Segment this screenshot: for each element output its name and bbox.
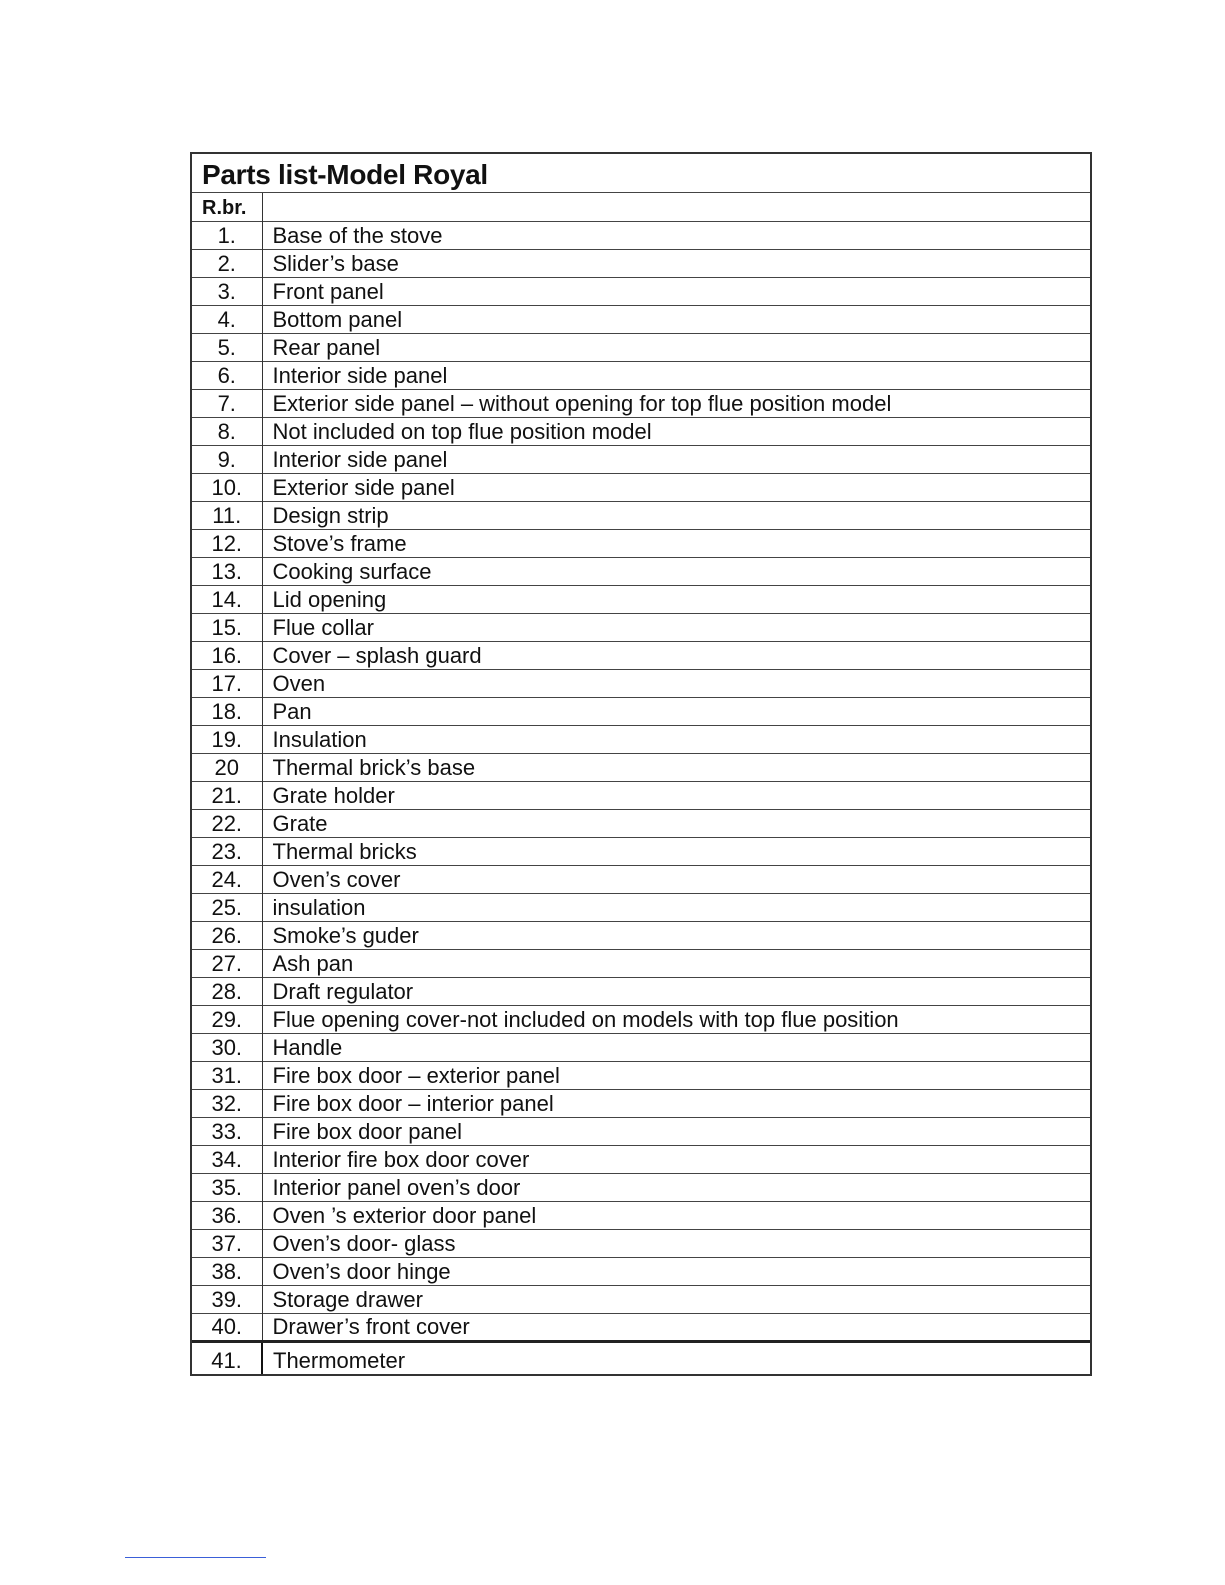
number-column-header: R.br. — [192, 193, 262, 221]
part-name: Base of the stove — [262, 221, 1090, 249]
part-number: 3. — [192, 277, 262, 305]
part-name: Flue collar — [262, 613, 1090, 641]
part-number: 11. — [192, 501, 262, 529]
part-number: 4. — [192, 305, 262, 333]
table-row — [192, 417, 1090, 445]
part-number: 40. — [192, 1313, 262, 1341]
part-number: 6. — [192, 361, 262, 389]
part-name: Thermal brick’s base — [262, 753, 1090, 781]
part-number: 24. — [192, 865, 262, 893]
part-name: Stove’s frame — [262, 529, 1090, 557]
part-number: 15. — [192, 613, 262, 641]
parts-list-sheet — [190, 152, 1092, 1376]
part-number: 26. — [192, 921, 262, 949]
table-row — [192, 277, 1090, 305]
table-row — [192, 1005, 1090, 1033]
part-name: Thermometer — [262, 1341, 1090, 1374]
part-number: 27. — [192, 949, 262, 977]
table-row — [192, 333, 1090, 361]
table-row — [192, 949, 1090, 977]
table-row — [192, 837, 1090, 865]
table-row — [192, 361, 1090, 389]
table-row — [192, 501, 1090, 529]
table-row — [192, 1341, 1090, 1374]
part-number: 5. — [192, 333, 262, 361]
part-name: Fire box door panel — [262, 1117, 1090, 1145]
part-name: Ash pan — [262, 949, 1090, 977]
part-name: Fire box door – interior panel — [262, 1089, 1090, 1117]
table-row — [192, 1033, 1090, 1061]
table-row — [192, 473, 1090, 501]
title-row — [192, 154, 1090, 193]
part-name: Interior side panel — [262, 445, 1090, 473]
part-name: Interior panel oven’s door — [262, 1173, 1090, 1201]
footer-rule — [125, 1557, 266, 1558]
part-name: Storage drawer — [262, 1285, 1090, 1313]
part-number: 13. — [192, 557, 262, 585]
part-name: Slider’s base — [262, 249, 1090, 277]
part-name: Oven’s cover — [262, 865, 1090, 893]
table-row — [192, 1145, 1090, 1173]
table-row — [192, 753, 1090, 781]
part-name: Thermal bricks — [262, 837, 1090, 865]
table-row — [192, 669, 1090, 697]
part-name: Exterior side panel — [262, 473, 1090, 501]
part-number: 21. — [192, 781, 262, 809]
part-number: 29. — [192, 1005, 262, 1033]
table-row — [192, 865, 1090, 893]
part-number: 19. — [192, 725, 262, 753]
part-name: Handle — [262, 1033, 1090, 1061]
part-name: Grate holder — [262, 781, 1090, 809]
parts-table — [192, 193, 1090, 1374]
part-number: 36. — [192, 1201, 262, 1229]
table-row — [192, 641, 1090, 669]
table-row — [192, 613, 1090, 641]
table-row — [192, 1257, 1090, 1285]
part-name: Rear panel — [262, 333, 1090, 361]
table-row — [192, 305, 1090, 333]
part-name: insulation — [262, 893, 1090, 921]
table-row — [192, 1089, 1090, 1117]
part-name: Cooking surface — [262, 557, 1090, 585]
part-name: Design strip — [262, 501, 1090, 529]
table-row — [192, 977, 1090, 1005]
table-row — [192, 221, 1090, 249]
part-name: Smoke’s guder — [262, 921, 1090, 949]
part-name: Cover – splash guard — [262, 641, 1090, 669]
part-number: 7. — [192, 389, 262, 417]
part-number: 38. — [192, 1257, 262, 1285]
part-number: 33. — [192, 1117, 262, 1145]
part-number: 37. — [192, 1229, 262, 1257]
part-number: 14. — [192, 585, 262, 613]
table-row — [192, 809, 1090, 837]
table-row — [192, 1117, 1090, 1145]
part-name: Draft regulator — [262, 977, 1090, 1005]
table-row — [192, 1313, 1090, 1341]
part-name: Flue opening cover-not included on models with top flue position — [262, 1005, 1090, 1033]
page-title: Parts list-Model Royal — [202, 159, 488, 190]
table-row — [192, 249, 1090, 277]
part-name: Interior side panel — [262, 361, 1090, 389]
part-name: Front panel — [262, 277, 1090, 305]
table-row — [192, 1201, 1090, 1229]
part-number: 17. — [192, 669, 262, 697]
part-name: Exterior side panel – without opening for top flue position model — [262, 389, 1090, 417]
table-row — [192, 1173, 1090, 1201]
part-name: Not included on top flue position model — [262, 417, 1090, 445]
part-name: Oven ’s exterior door panel — [262, 1201, 1090, 1229]
part-name: Insulation — [262, 725, 1090, 753]
table-row — [192, 445, 1090, 473]
part-name: Interior fire box door cover — [262, 1145, 1090, 1173]
part-number: 25. — [192, 893, 262, 921]
part-name: Fire box door – exterior panel — [262, 1061, 1090, 1089]
name-column-header — [262, 193, 1090, 221]
part-number: 1. — [192, 221, 262, 249]
table-row — [192, 529, 1090, 557]
part-number: 22. — [192, 809, 262, 837]
part-number: 16. — [192, 641, 262, 669]
table-row — [192, 893, 1090, 921]
part-name: Oven’s door hinge — [262, 1257, 1090, 1285]
table-row — [192, 1229, 1090, 1257]
part-number: 34. — [192, 1145, 262, 1173]
table-row — [192, 725, 1090, 753]
part-name: Pan — [262, 697, 1090, 725]
part-name: Oven’s door- glass — [262, 1229, 1090, 1257]
part-name: Grate — [262, 809, 1090, 837]
part-number: 9. — [192, 445, 262, 473]
part-name: Lid opening — [262, 585, 1090, 613]
part-name: Bottom panel — [262, 305, 1090, 333]
part-number: 35. — [192, 1173, 262, 1201]
part-number: 41. — [192, 1341, 262, 1374]
table-row — [192, 1285, 1090, 1313]
part-number: 20 — [192, 753, 262, 781]
part-number: 30. — [192, 1033, 262, 1061]
part-number: 39. — [192, 1285, 262, 1313]
table-row — [192, 585, 1090, 613]
part-name: Oven — [262, 669, 1090, 697]
table-row — [192, 781, 1090, 809]
part-number: 23. — [192, 837, 262, 865]
part-number: 28. — [192, 977, 262, 1005]
table-row — [192, 557, 1090, 585]
part-name: Drawer’s front cover — [262, 1313, 1090, 1341]
part-number: 12. — [192, 529, 262, 557]
table-header-row — [192, 193, 1090, 221]
table-row — [192, 921, 1090, 949]
table-row — [192, 389, 1090, 417]
parts-table-body — [192, 193, 1090, 1374]
part-number: 8. — [192, 417, 262, 445]
table-row — [192, 697, 1090, 725]
part-number: 31. — [192, 1061, 262, 1089]
part-number: 32. — [192, 1089, 262, 1117]
part-number: 10. — [192, 473, 262, 501]
part-number: 18. — [192, 697, 262, 725]
part-number: 2. — [192, 249, 262, 277]
table-row — [192, 1061, 1090, 1089]
